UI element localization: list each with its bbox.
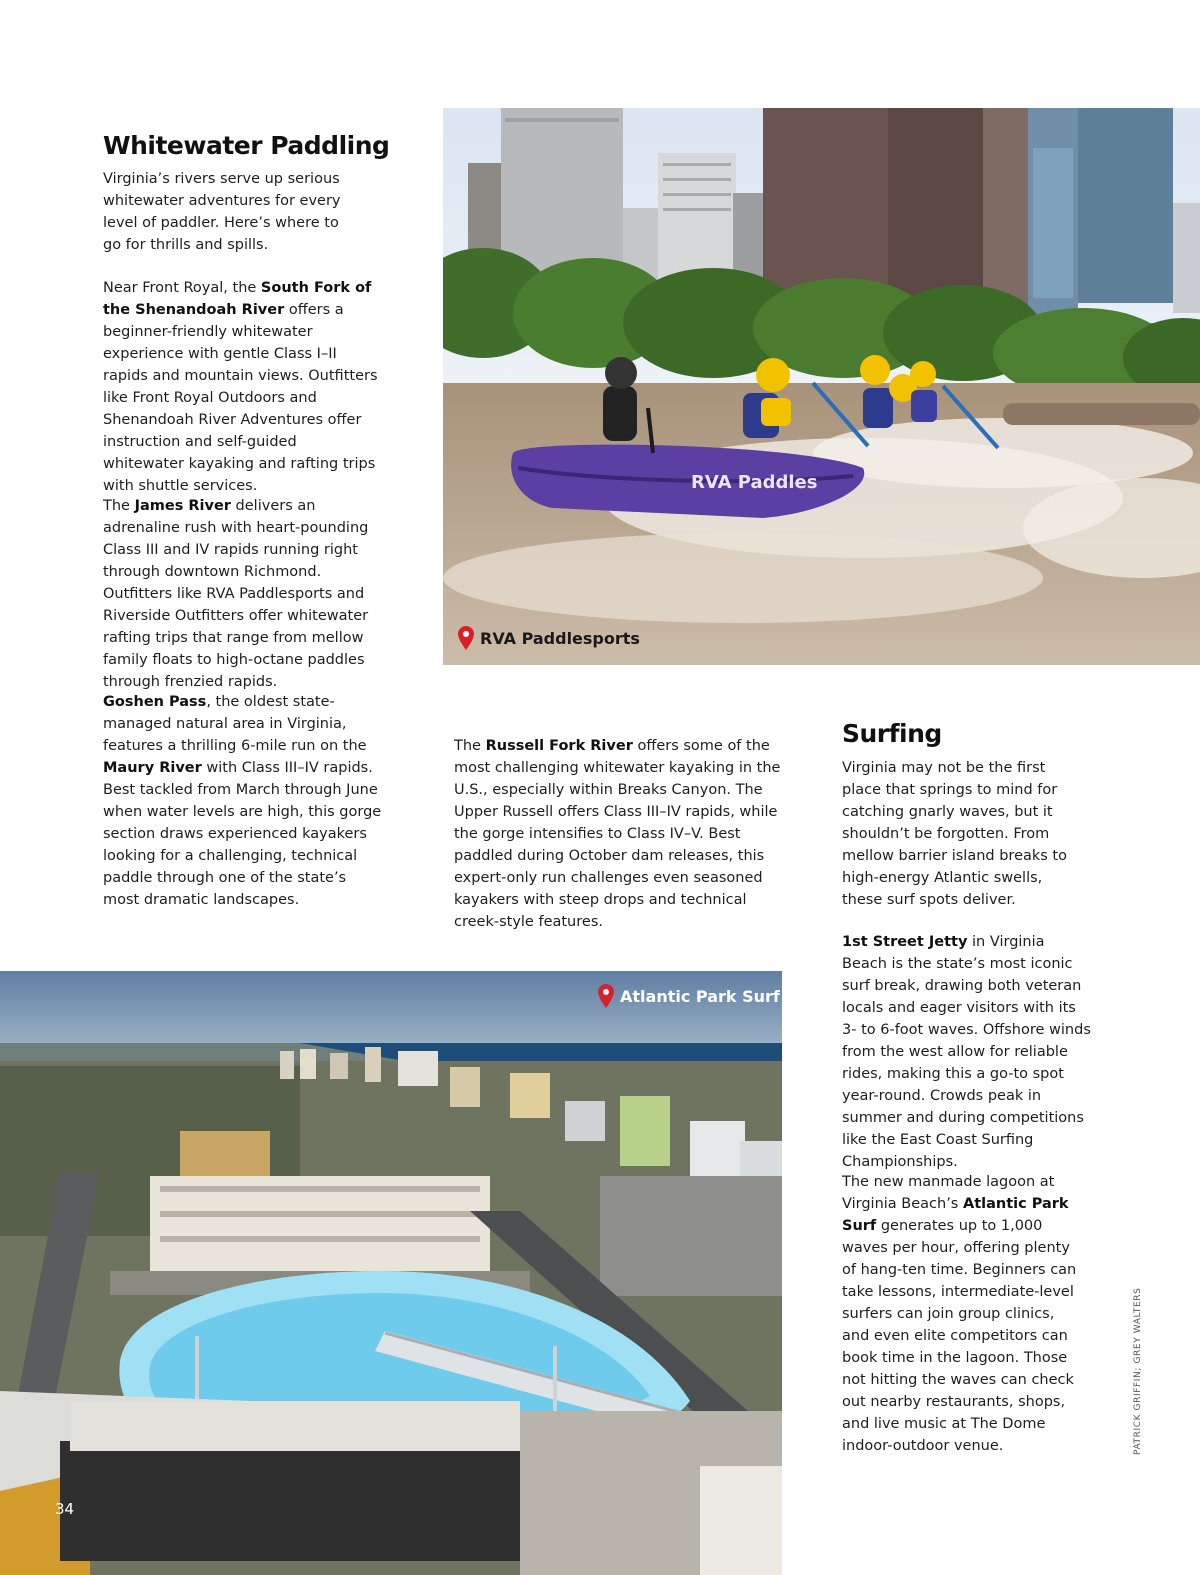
photo-credit: PATRICK GRIFFIN; GREY WALTERS (1133, 1287, 1143, 1455)
atlantic-park-surf-name: Atlantic Park Surf (842, 1196, 1069, 1234)
russell-fork-name: Russell Fork River (485, 738, 633, 754)
whitewater-intro: Virginia’s rivers serve up serious whitewater adventures for every level of paddler. Here’s where to go for thrills and spills. (103, 171, 341, 253)
jetty-paragraph: 1st Street Jetty in Virginia Beach is the state’s most iconic surf break, drawing both veteran locals and eager visitors with its 3- to 6-foot waves. Offshore winds from the west allow for reliable rides, making this a go-to spot year-round. Crowds peak in summer and during competitions like the East Coast Surfing Championships. (842, 934, 1091, 1170)
page-number: 34 (55, 1500, 75, 1518)
surf-caption-text: Atlantic Park Surf (620, 986, 780, 1006)
surf-photo-caption (598, 984, 780, 1008)
raft-brand-text: RVA Paddles (691, 472, 818, 493)
goshen-paragraph: Goshen Pass, the oldest state-managed natural area in Virginia, features a thrilling 6-mile run on the Maury River with Class III–IV rapids. Best tackled from March through June when water levels are high, this gorge section draws experienced kayakers looking for a challenging, technical paddle through one of the state’s most dramatic landscapes. (103, 694, 382, 908)
shenandoah-paragraph: Near Front Royal, the South Fork of the Shenandoah River offers a beginner-friendly whitewater experience with gentle Class I–II rapids and mountain views. Outfitters like Front Royal Outdoors and Shenandoah River Adventures offer instruction and self-guided whitewater kayaking and rafting trips with shuttle services. (103, 280, 378, 494)
shenandoah-river-name: South Fork of the Shenandoah River (103, 280, 372, 318)
atlantic-paragraph: The new manmade lagoon at Virginia Beach’s Atlantic Park Surf generates up to 1,000 waves per hour, offering plenty of hang-ten time. Beginners can take lessons, intermediate-level surfers can join group clinics, and even elite competitors can book time in the lagoon. Those not hitting the waves can check out nearby restaurants, shops, and live music at The Dome indoor-outdoor venue. (842, 1174, 1077, 1454)
surf-park-photo (0, 971, 782, 1575)
surf-park-illustration (0, 971, 782, 1575)
rafting-illustration (443, 108, 1200, 665)
russell-paragraph: The Russell Fork River offers some of the most challenging whitewater kayaking in the U.S., especially within Breaks Canyon. The Upper Russell offers Class III–IV rapids, while the gorge intensifies to Class IV–V. Best paddled during October dam releases, this expert-only run challenges even seasoned kayakers with steep drops and technical creek-style features. (454, 738, 781, 930)
james-paragraph: The James River delivers an adrenaline rush with heart-pounding Class III and IV rapids running right through downtown Richmond. Outfitters like RVA Paddlesports and Riverside Outfitters offer whitewater rafting trips that range from mellow family floats to high-octane paddles through frenzied rapids. (103, 498, 369, 690)
rafting-photo-caption (458, 626, 640, 650)
goshen-pass-name: Goshen Pass (103, 694, 207, 710)
map-pin-icon (598, 984, 614, 1008)
map-pin-icon (458, 626, 474, 650)
whitewater-heading: Whitewater Paddling (103, 131, 390, 160)
first-street-jetty-name: 1st Street Jetty (842, 934, 968, 950)
maury-river-name: Maury River (103, 760, 202, 776)
rafting-caption-text: RVA Paddlesports (480, 628, 640, 648)
rafting-photo (443, 108, 1200, 665)
james-river-name: James River (134, 498, 231, 514)
surfing-intro: Virginia may not be the first place that springs to mind for catching gnarly waves, but it shouldn’t be forgotten. From mellow barrier island breaks to high-energy Atlantic swells, these surf spots deliver. (842, 760, 1067, 908)
surfing-heading: Surfing (842, 719, 942, 748)
